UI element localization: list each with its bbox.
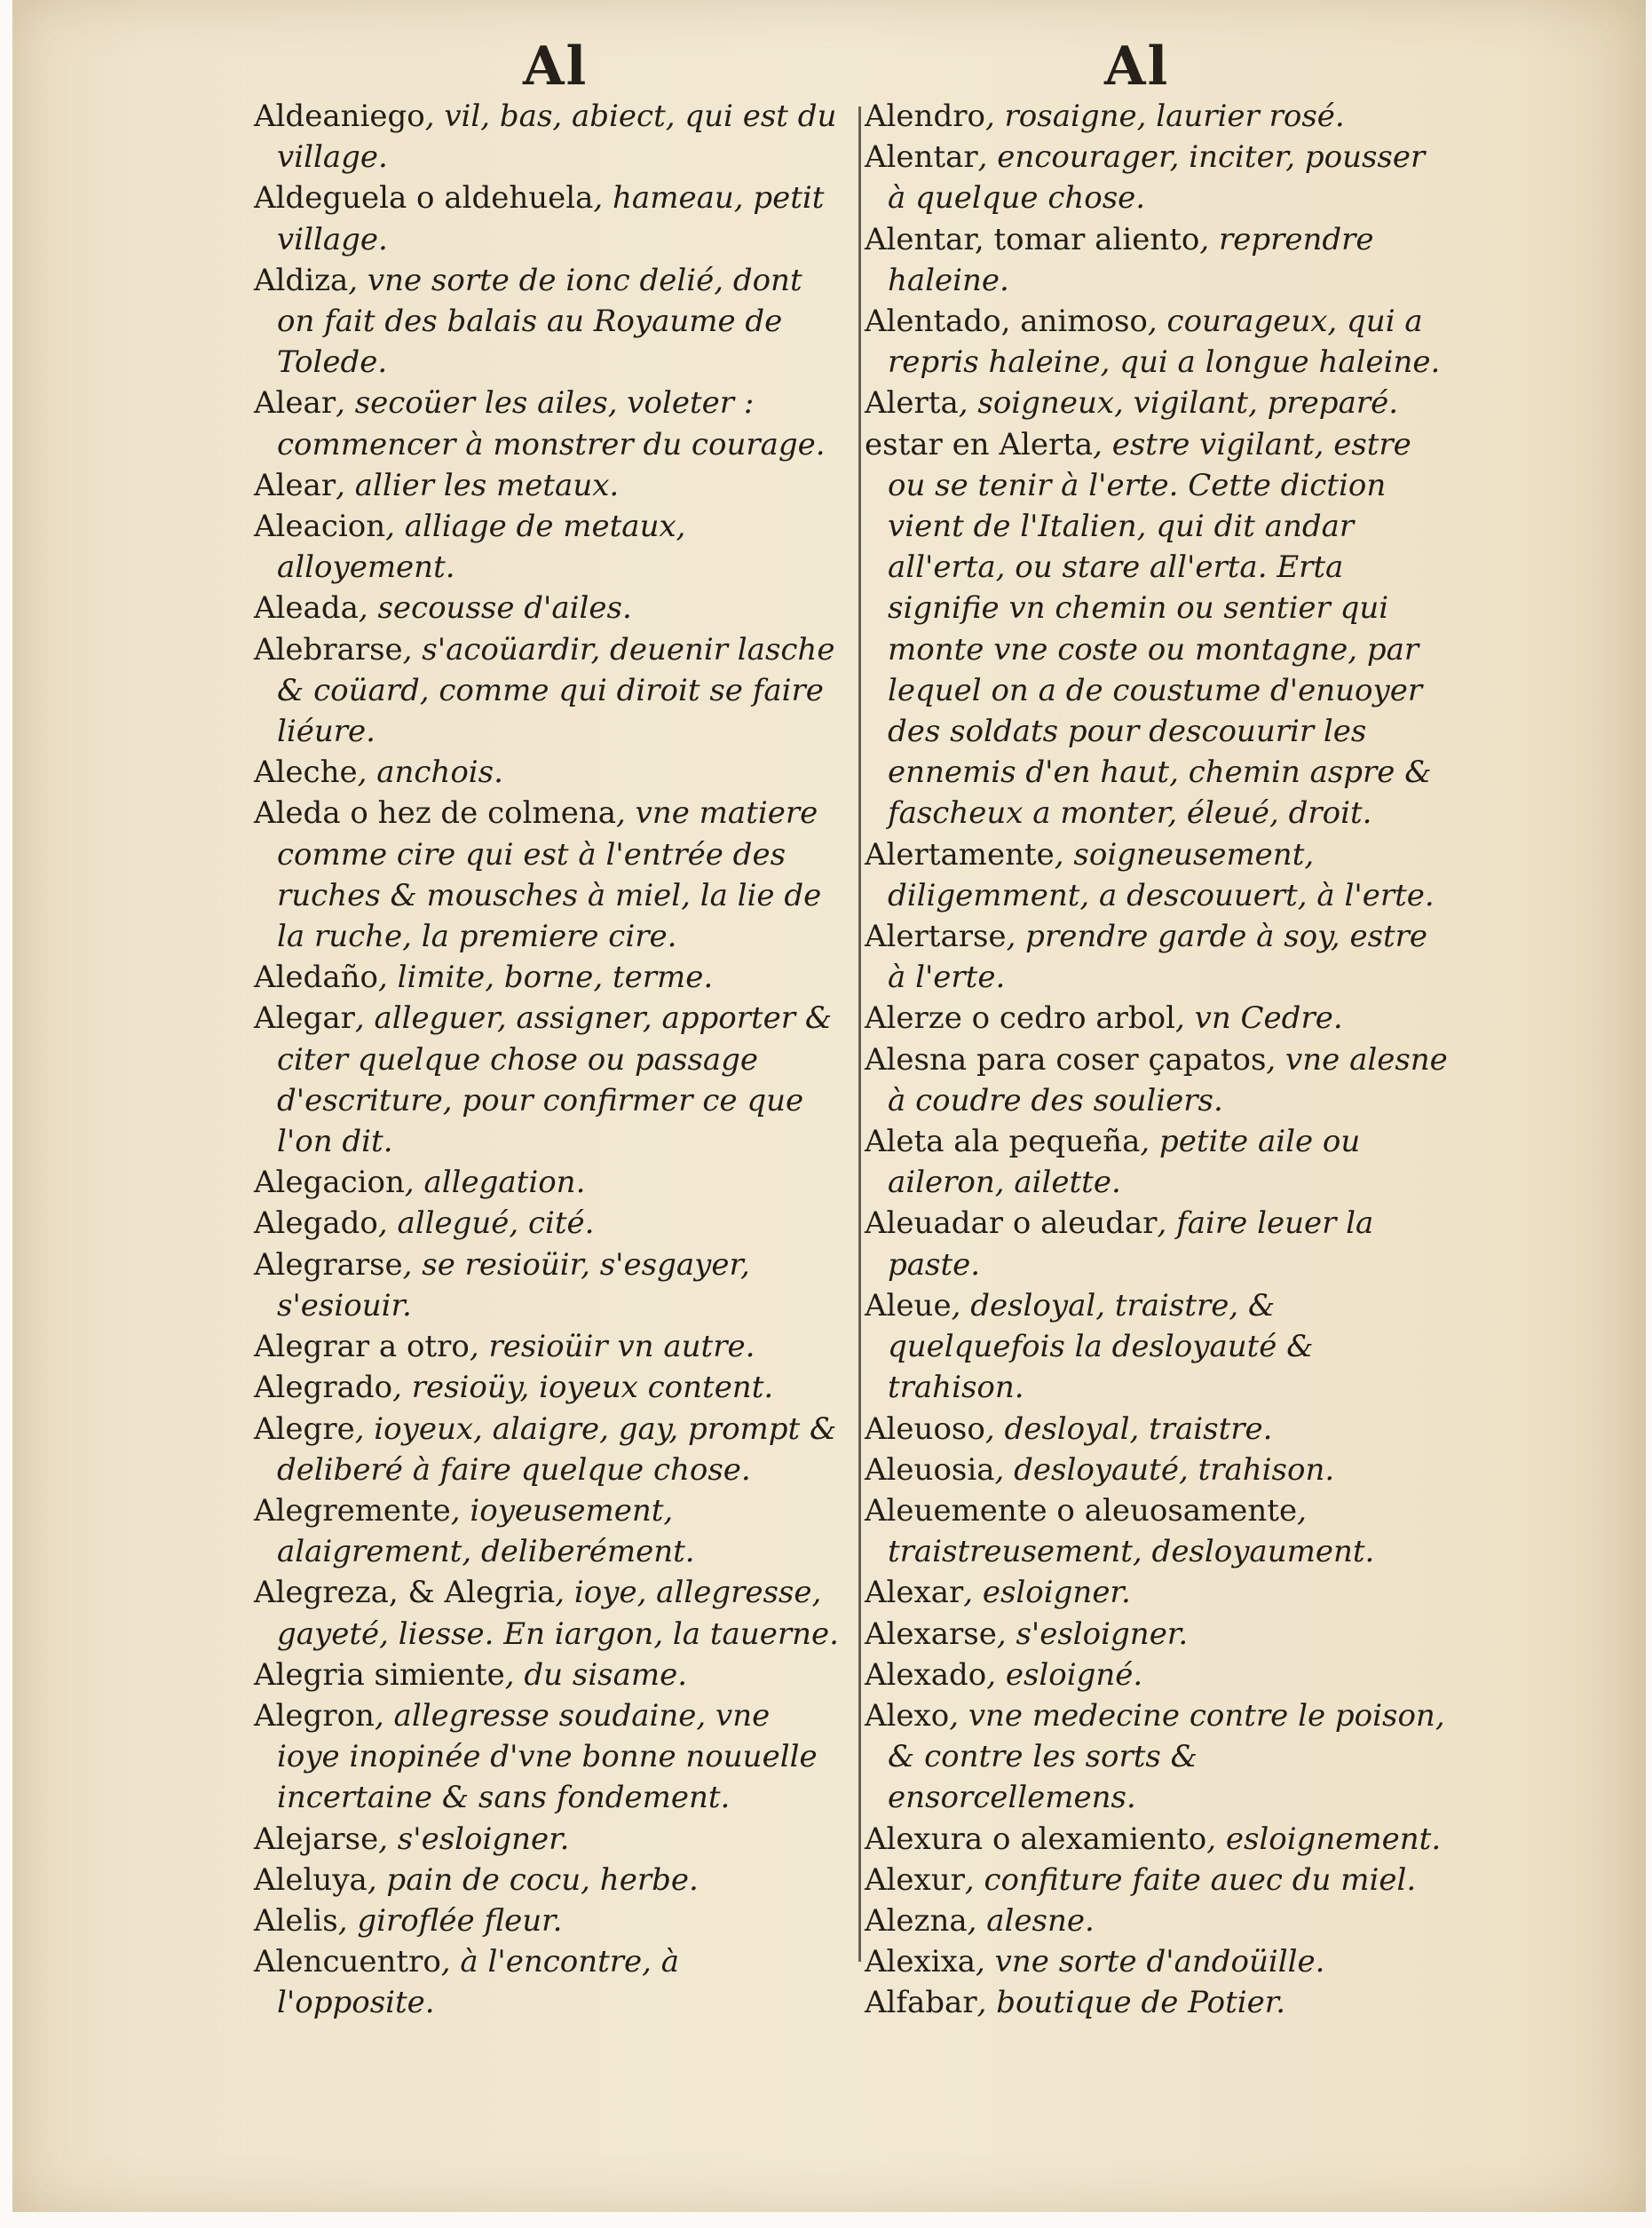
dictionary-entry <box>865 219 1450 301</box>
entry-headword: Aleluya <box>254 1861 368 1898</box>
entry-headword: Aleada <box>254 590 359 627</box>
entry-headword: Alegrado <box>254 1370 393 1406</box>
entry-headword: Alegremente <box>254 1492 451 1529</box>
dictionary-page <box>12 0 1646 2212</box>
entry-definition: , reprendre haleine. <box>888 221 1374 298</box>
entry-headword: Aleuemente o aleuosamente <box>865 1492 1298 1529</box>
entry-headword: Alelis <box>254 1902 338 1939</box>
dictionary-entry <box>865 137 1450 218</box>
entry-definition: , rosaigne, laurier rosé. <box>984 99 1345 134</box>
dictionary-entry <box>254 1162 840 1203</box>
entry-definition: , vne sorte de ionc delié, dont on fait des balais au Royaume de Tolede. <box>277 262 802 381</box>
entry-headword: Alexur <box>865 1861 965 1898</box>
entry-headword: Alegre <box>254 1410 355 1447</box>
entry-definition: , soigneux, vigilant, preparé. <box>958 385 1399 422</box>
dictionary-entry <box>865 1655 1450 1695</box>
entry-definition: , boutique de Potier. <box>976 1985 1286 2021</box>
entry-headword: Alentado, animoso <box>865 304 1148 340</box>
entry-definition: , vne matiere comme cire qui est à l'entrée des ruches & mousches à miel, la lie de la ruche, la premiere cire. <box>277 795 822 955</box>
entry-headword: Alexarse <box>865 1616 997 1652</box>
dictionary-entry <box>254 1409 840 1490</box>
dictionary-entry <box>254 1860 840 1900</box>
entry-definition: , allegué, cité. <box>377 1205 595 1242</box>
entry-definition: , resioüir vn autre. <box>469 1329 755 1365</box>
dictionary-entry <box>865 1203 1450 1284</box>
dictionary-entry <box>865 1900 1450 1941</box>
entry-definition: , desloyal, traistre. <box>984 1410 1273 1447</box>
entry-definition: , esloigner. <box>963 1575 1131 1611</box>
dictionary-entry <box>254 383 840 464</box>
entry-definition: , desloyauté, trahison. <box>994 1451 1335 1488</box>
entry-definition: , vn Cedre. <box>1175 1000 1343 1037</box>
dictionary-entry <box>865 1695 1450 1819</box>
entry-headword: Alexura o alexamiento <box>865 1821 1207 1857</box>
dictionary-entry <box>254 629 840 753</box>
entry-headword: Alexixa <box>865 1944 976 1980</box>
entry-headword: Aleuosia <box>865 1451 995 1488</box>
dictionary-entry <box>254 465 840 506</box>
dictionary-entry <box>865 834 1450 916</box>
entry-definition: , petite aile ou aileron, ailette. <box>888 1124 1361 1201</box>
left-column <box>254 96 840 2024</box>
dictionary-entry <box>254 1695 840 1819</box>
entry-definition: , encourager, inciter, pousser à quelque chose. <box>888 139 1426 217</box>
entry-headword: Aleuadar o aleudar <box>865 1205 1158 1242</box>
entry-definition: , s'esloigner. <box>378 1821 570 1857</box>
dictionary-entry <box>254 752 840 793</box>
dictionary-entry <box>254 793 840 957</box>
dictionary-entry <box>865 301 1450 383</box>
running-head-left: Al <box>523 36 589 98</box>
dictionary-entry <box>254 260 840 383</box>
right-column <box>865 96 1450 2024</box>
dictionary-entry <box>254 1655 840 1695</box>
entry-definition: , prendre garde à soy, estre à l'erte. <box>888 919 1428 996</box>
entry-headword: Aleda o hez de colmena <box>254 795 617 832</box>
entry-headword: Alendro <box>865 99 985 134</box>
entry-definition: , alleguer, assigner, apporter & citer quelque chose ou passage d'escriture, pour confirmer ce que l'on dit. <box>277 1000 833 1160</box>
entry-headword: Alerta <box>865 385 959 422</box>
dictionary-entry <box>865 1572 1450 1613</box>
entry-headword: Alegacion <box>254 1165 405 1201</box>
entry-headword: Aleue <box>865 1287 952 1323</box>
dictionary-entry <box>865 1450 1450 1490</box>
dictionary-entry <box>254 96 840 178</box>
entry-definition: , pain de cocu, herbe. <box>367 1861 699 1898</box>
entry-definition: , hameau, petit village. <box>277 180 825 257</box>
dictionary-entry <box>254 1572 840 1654</box>
entry-definition: , s'acoüardir, deuenir lasche & coüard, comme qui diroit se faire liéure. <box>277 631 835 750</box>
entry-definition: , vne medecine contre le poison, & contre les sorts & ensorcellemens. <box>888 1697 1445 1816</box>
entry-definition: , desloyal, traistre, & quelquefois la desloyauté & trahison. <box>888 1287 1314 1406</box>
entry-headword: Alesna para coser çapatos <box>865 1041 1267 1078</box>
dictionary-entry <box>865 916 1450 998</box>
entry-headword: Alexar <box>865 1575 964 1611</box>
dictionary-entry <box>865 1121 1450 1203</box>
entry-headword: Aleuoso <box>865 1410 985 1447</box>
entry-definition: , vil, bas, abiect, qui est du village. <box>277 99 837 176</box>
entry-definition: , alesne. <box>967 1902 1095 1939</box>
dictionary-entry <box>254 1326 840 1367</box>
dictionary-entry <box>865 424 1450 834</box>
dictionary-entry <box>865 998 1450 1039</box>
dictionary-entry <box>254 1203 840 1244</box>
entry-definition: , soigneusement, diligemment, a descouuert, à l'erte. <box>888 836 1435 913</box>
entry-definition: , allegation. <box>404 1165 586 1201</box>
entry-definition: , esloignement. <box>1206 1821 1442 1857</box>
entry-headword: Aldeguela o aldehuela <box>254 180 594 217</box>
dictionary-entry <box>865 1819 1450 1860</box>
entry-headword: Alegreza, & Alegria <box>254 1575 556 1611</box>
entry-headword: Aledaño <box>254 960 378 996</box>
dictionary-entry <box>865 1285 1450 1409</box>
entry-definition: , confiture faite auec du miel. <box>964 1861 1417 1898</box>
entry-definition: , ioyeux, alaigre, gay, prompt & deliberé à faire quelque chose. <box>277 1410 837 1488</box>
entry-headword: Alejarse <box>254 1821 379 1857</box>
entry-definition: , allegresse soudaine, vne ioye inopinée d'vne bonne nouuelle incertaine & sans fondement. <box>277 1697 818 1816</box>
entry-headword: Aleacion <box>254 509 386 545</box>
entry-headword: Alegrarse <box>254 1246 403 1283</box>
entry-definition: , ioye, allegresse, gayeté, liesse. En iargon, la tauerne. <box>277 1575 839 1652</box>
entry-headword: Alezna <box>865 1902 968 1939</box>
dictionary-entry <box>865 1490 1450 1572</box>
entry-headword: Alegrar a otro <box>254 1329 470 1365</box>
entry-headword: Aleta ala pequeña <box>865 1124 1141 1160</box>
entry-definition: , vne alesne à coudre des souliers. <box>888 1041 1448 1118</box>
entry-headword: Alegron <box>254 1697 375 1734</box>
dictionary-entry <box>865 1982 1450 2023</box>
dictionary-entry <box>254 1367 840 1408</box>
entry-headword: Alear <box>254 467 336 503</box>
dictionary-entry <box>254 506 840 588</box>
dictionary-entry <box>865 1409 1450 1450</box>
dictionary-entry <box>254 1819 840 1860</box>
entry-headword: Alentar, tomar aliento <box>865 221 1200 257</box>
entry-headword: Alertarse <box>865 919 1007 955</box>
entry-headword: estar en Alerta <box>865 426 1094 462</box>
dictionary-entry <box>254 998 840 1162</box>
entry-definition: , courageux, qui a repris haleine, qui a longue haleine. <box>888 304 1441 381</box>
dictionary-entry <box>865 1614 1450 1655</box>
dictionary-entry <box>865 383 1450 423</box>
entry-definition: , s'esloigner. <box>996 1616 1189 1652</box>
entry-definition: , ioyeusement, alaigrement, deliberément. <box>277 1492 695 1570</box>
dictionary-entry <box>254 1244 840 1326</box>
entry-headword: Aldiza <box>254 262 349 298</box>
entry-headword: Alerze o cedro arbol <box>865 1000 1176 1037</box>
entry-definition: , giroflée fleur. <box>337 1902 563 1939</box>
dictionary-entry <box>254 1900 840 1941</box>
entry-headword: Alertamente <box>865 836 1055 873</box>
entry-headword: Alebrarse <box>254 631 403 668</box>
entry-headword: Alear <box>254 385 336 422</box>
entry-definition: , à l'encontre, à l'opposite. <box>277 1944 680 2021</box>
entry-definition: , limite, borne, terme. <box>377 960 714 996</box>
entry-headword: Aldeaniego <box>254 99 425 134</box>
dictionary-entry <box>865 96 1450 137</box>
column-divider <box>858 107 861 1962</box>
dictionary-entry <box>254 178 840 259</box>
entry-definition: , du sisame. <box>504 1656 688 1693</box>
entry-headword: Alfabar <box>865 1985 977 2021</box>
dictionary-entry <box>865 1941 1450 1982</box>
entry-definition: , traistreusement, desloyaument. <box>888 1492 1375 1570</box>
entry-headword: Alentar <box>865 139 978 176</box>
entry-headword: Alegria simiente <box>254 1656 505 1693</box>
entry-definition: , secousse d'ailes. <box>358 590 632 627</box>
entry-definition: , se resioüir, s'esgayer, s'esiouir. <box>277 1246 750 1323</box>
entry-definition: , vne sorte d'andoüille. <box>976 1944 1325 1980</box>
dictionary-entry <box>254 588 840 628</box>
dictionary-entry <box>254 957 840 998</box>
entry-headword: Alexado <box>865 1656 987 1693</box>
dictionary-entry <box>865 1860 1450 1900</box>
entry-definition: , secoüer les ailes, voleter : commencer à monstrer du courage. <box>277 385 826 462</box>
entry-headword: Alencuentro <box>254 1944 441 1980</box>
entry-headword: Aleche <box>254 755 358 791</box>
running-head-right: Al <box>1104 36 1170 98</box>
entry-definition: , anchois. <box>357 755 503 791</box>
entry-headword: Alegar <box>254 1000 355 1037</box>
entry-headword: Alegado <box>254 1205 378 1242</box>
dictionary-entry <box>865 1039 1450 1121</box>
entry-definition: , esloigné. <box>986 1656 1143 1693</box>
entry-headword: Alexo <box>865 1697 950 1734</box>
dictionary-entry <box>254 1490 840 1572</box>
entry-definition: , estre vigilant, estre ou se tenir à l'erte. Cette diction vient de l'Italien, qui dit andar all'erta, ou stare all'erta. Erta signifie vn chemin ou sentier qui monte vne coste ou montagne, par lequel on a de coustume d'enuoyer des soldats pour descouurir les ennemis d'en haut, chemin aspre & fascheux a monter, éleué, droit. <box>888 426 1432 832</box>
entry-definition: , resioüy, ioyeux content. <box>392 1370 774 1406</box>
entry-definition: , alliage de metaux, alloyement. <box>277 509 686 586</box>
dictionary-entry <box>254 1941 840 2023</box>
entry-definition: , allier les metaux. <box>336 467 620 503</box>
entry-definition: , faire leuer la paste. <box>888 1205 1374 1283</box>
